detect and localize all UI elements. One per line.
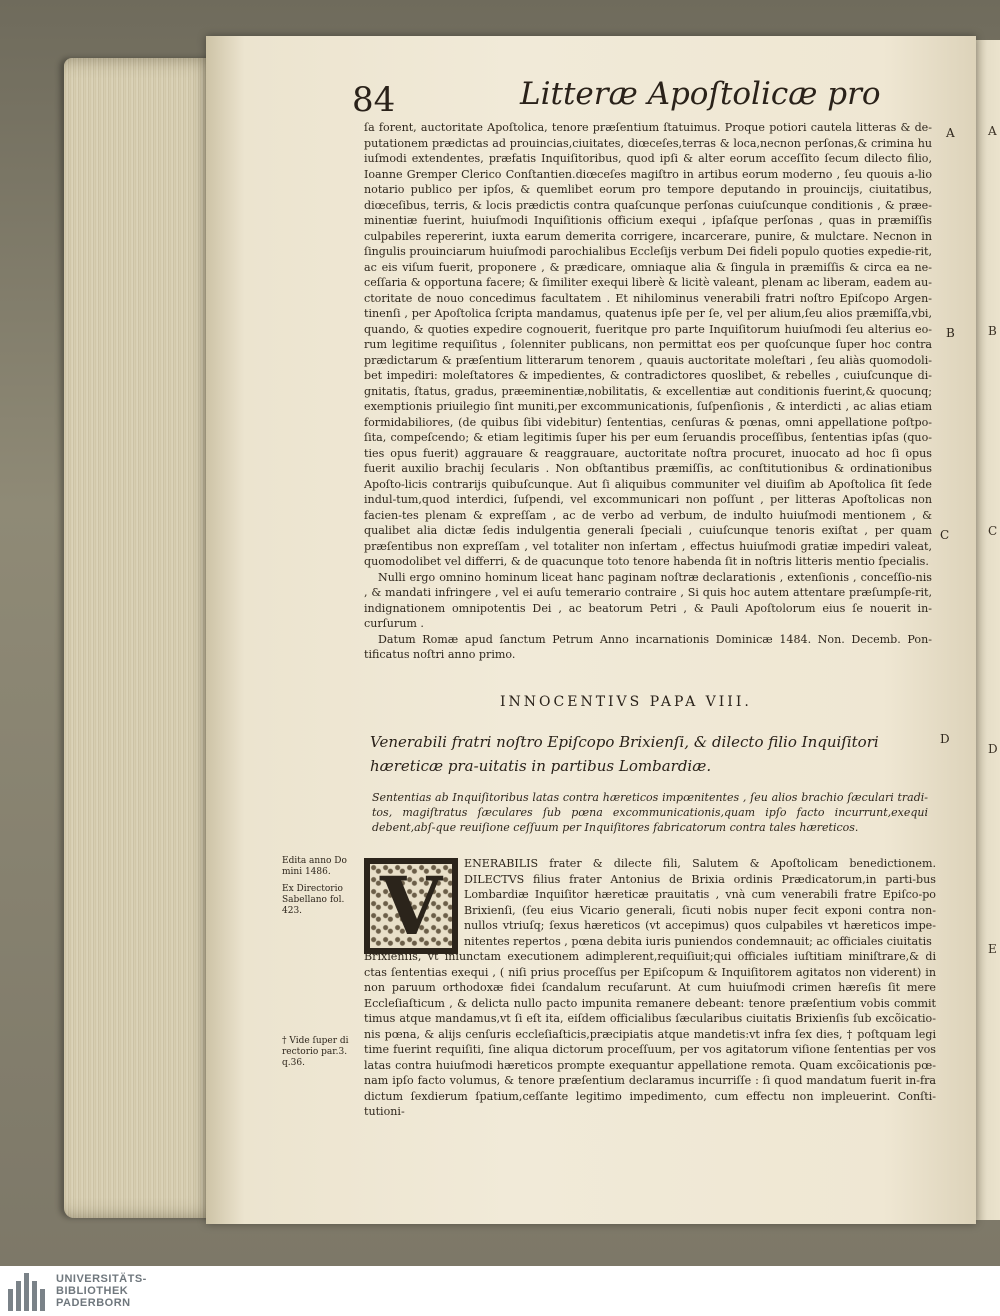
library-logo-icon — [8, 1271, 48, 1311]
running-head: Litteræ Apoſtolicæ pro — [520, 76, 881, 112]
bull-summary: Sententias ab Inquiſitoribus latas contra hæreticos impœnitentes , ſeu alios brachio ſæculari tradi-tos, magiſtratus ſæculares ſub pœna excommunicationis,quam ipſo facto incurrunt,exequi debent,abſ-que reuiſione ceſſuum per Inquiſitores fabricatorum contra tales hæreticos. — [372, 791, 928, 834]
book-fore-edge — [64, 58, 220, 1218]
section-heading: INNOCENTIVS PAPA VIII. — [500, 694, 752, 710]
library-name-line-2: BIBLIOTHEK — [56, 1285, 129, 1297]
initial-letter: V — [379, 859, 443, 953]
library-name-line-1: UNIVERSITÄTS- — [56, 1273, 147, 1285]
bull-continuation: Brixienſis, vt iniunctam executionem adimplerent,requiſiuit;qui officiales iuſtitiam miniſtrare,& di ctas ſententias exequi , ( niſi prius proceſſus per Epiſcopum & Inquiſitorem agitatos non viderent) in non paruum orthodoxæ fidei ſcandalum recuſarunt. At cum huiuſmodi crimen hæreſis ſit mere Eccleſiaſticum , & delicta nullo pacto impunita remanere debeant: tenore præſentium vobis commit timus atque mandamus,vt ſi eſt ita, eiſdem officialibus ſæcularibus ciuitatis Brixienſis ſub excõicatio-nis pœna, & alijs cenſuris eccleſiaſticis,præcipiatis atque mandetis:vt infra ſex dies, † poſtquam legi time fuerint requiſiti, ſine aliqua dictorum proceſſuum, per vos agitatorum viſione ſententias per vos latas contra huiuſmodi hæreticos prompte exequantur appellatione remota. Quam excõicationis pœ-nam ipſo facto volumus, & tenore præſentium declaramus incurriſſe : ſi quod mandatum fuerit in-fra dictum ſexdierum ſpatium,ceſſante legitimo impedimento, cum effectu non impleuerint. Conſti-tutioni- — [364, 950, 936, 1118]
facing-margin-letter-a: A — [988, 124, 997, 138]
bull-address: Venerabili fratri noſtro Epiſcopo Brixienſi, & dilecto filio Inquiſitori hæreticæ pra-uitatis in partibus Lombardiæ. — [370, 733, 879, 775]
margin-letter-c: C — [940, 528, 950, 542]
margin-note-source: Ex Directorio Sabellano fol. 423. — [282, 884, 345, 916]
margin-note-reference: † Vide ſuper di rectorio par.3. q.36. — [282, 1036, 349, 1068]
page-number: 84 — [352, 80, 396, 120]
library-name — [56, 1273, 147, 1309]
facing-margin-letter-d: D — [988, 742, 998, 756]
margin-letter-b: B — [946, 326, 955, 340]
body-paragraph-2: Nulli ergo omnino hominum liceat hanc paginam noſtræ declarationis , extenſionis , conceſſio-nis , & mandati infringere , vel ei auſu temerario contraire , Si quis hoc autem attentare præſumpſe-rit, indignationem omnipotentis Dei , ac beatorum Petri , & Pauli Apoſtolorum eius ſe nouerit in-curſurum . — [364, 570, 932, 630]
library-name-line-3: PADERBORN — [56, 1297, 131, 1309]
body-paragraph-1: ſa forent, auctoritate Apoſtolica, tenore præſentium ſtatuimus. Proque potiori cautela litteras & de-putationem prædictas ad prouincias,ciuitates, diœceſes,terras & loca,necnon perſonas,& crimina hu iuſmodi extendentes, præfatis Inquiſitoribus, quod ipſi & alter eorum acceſſito ſecum dilecto filio, Ioanne Gremper Clerico Conſtantien.diœceſes magiſtro in artibus eorum moderno , ſeu quouis a-lio notario publico per ipſos, & quemlibet eorum pro tempore deputando in prouincijs, ciuitatibus, diœceſibus, terris, & locis prædictis contra quaſcunque perſonas cuiuſcunque conditionis , & præe-minentiæ fuerint, huiuſmodi Inquiſitionis officium exequi , ipſaſque perſonas , quas in præmiſſis culpabiles repererint, iuxta earum demerita corrigere, incarcerare, punire, & mulctare. Necnon in ſingulis prouinciarum huiuſmodi parochialibus Eccleſijs verbum Dei fideli populo quoties expedie-rit, ac eis viſum fuerit, proponere , & prædicare, omniaque alia & ſingula in præmiſſis & circa ea ne-ceſſaria & opportuna facere; & ſimiliter exequi liberè & licitè valeant, plenam ac liberam, eadem au-ctoritate de nouo concedimus facultatem . Et nihilominus venerabili fratri noſtro Epiſcopo Argen-tinenſi , per Apoſtolica ſcripta mandamus, quatenus ipſe per ſe, vel per alium,ſeu alios præmiſſa,vbi, quando, & quoties expedire cognouerit, fueritque pro parte Inquiſitorum huiuſmodi ſeu alterius eo-rum legitime requiſitus , ſolenniter publicans, non permittat eos per quoſcunque ſuper hoc contra prædictarum & præſentium litterarum tenorem , quauis auctoritate moleſtari , ſeu aliàs quomodoli-bet impediri: moleſtatores & impedientes, & contradictores quoslibet, & rebelles , cuiuſcunque di-gnitatis, ſtatus, gradus, præeminentiæ,nobilitatis, & excellentiæ aut conditionis fuerint,& quocunq; exemptionis priuilegio ſint muniti,per excommunicationis, ſuſpenſionis , & interdicti , ac alias etiam formidabiliores, (de quibus ſibi videbitur) ſententias, cenſuras & pœnas, omni appellatione poſtpo-ſita, compeſcendo; & etiam legitimis ſuper his per eum ſeruandis proceſſibus, ſententias ipſas (quo-ties opus fuerit) aggrauare & reaggrauare, auctoritate noſtra procuret, inuocato ad hoc ſi opus fuerit auxilio brachij ſecularis . Non obſtantibus præmiſſis, ac conſtitutionibus & ordinationibus Apoſto-licis contrarijs quibuſcunque. Aut ſi aliquibus communiter vel diuiſim ab Apoſtolica ſit ſede indul-tum,quod interdici, ſuſpendi, vel excommunicari non poſſunt , per litteras Apoſtolicas non facien-tes plenam & expreſſam , ac de verbo ad verbum, de indulto huiuſmodi mentionem , & qualibet alia dictæ ſedis indulgentia generali ſpeciali , cuiuſcunque tenoris exiſtat , per quam præſentibus non expreſſam , vel totaliter non inſertam , effectus huiuſmodi gratiæ impediri valeat, quomodolibet vel differri, & de quacunque toto tenore habenda ſit in noſtris litteris mentio ſpecialis. — [364, 121, 932, 568]
bull-opening: ENERABILIS frater & dilecte fili, Salutem & Apoſtolicam benedictionem. DILECTVS filius frater Antonius de Brixia ordinis Prædicatorum,in parti-bus Lombardiæ Inquiſitor hæreticæ prauitatis , vnà cum venerabili fratre Epiſco-po Brixienſi, (ſeu eius Vicario generali, ſicuti nobis nuper fecit exponi contra non-nullos vtriuſq; ſexus hæreticos (vt accepimus) quos culpabiles vt hæreticos impe-nitentes repertos , pœna debita iuris puniendos condemnauit; ac officiales ciuitatis — [464, 857, 936, 948]
body-paragraph-3: Datum Romæ apud ſanctum Petrum Anno incarnationis Dominicæ 1484. Non. Decemb. Pon-tificatus noſtri anno primo. — [364, 632, 932, 661]
margin-note-edition: Edita anno Do mini 1486. — [282, 856, 347, 877]
library-footer — [0, 1266, 1000, 1316]
margin-letter-a: A — [946, 126, 955, 140]
bull-text — [364, 856, 936, 1120]
body-text — [364, 120, 932, 663]
facing-margin-letter-b: B — [988, 324, 997, 338]
facing-margin-letter-e: E — [988, 942, 997, 956]
facing-margin-letter-c: C — [988, 524, 998, 538]
margin-letter-d: D — [940, 732, 950, 746]
